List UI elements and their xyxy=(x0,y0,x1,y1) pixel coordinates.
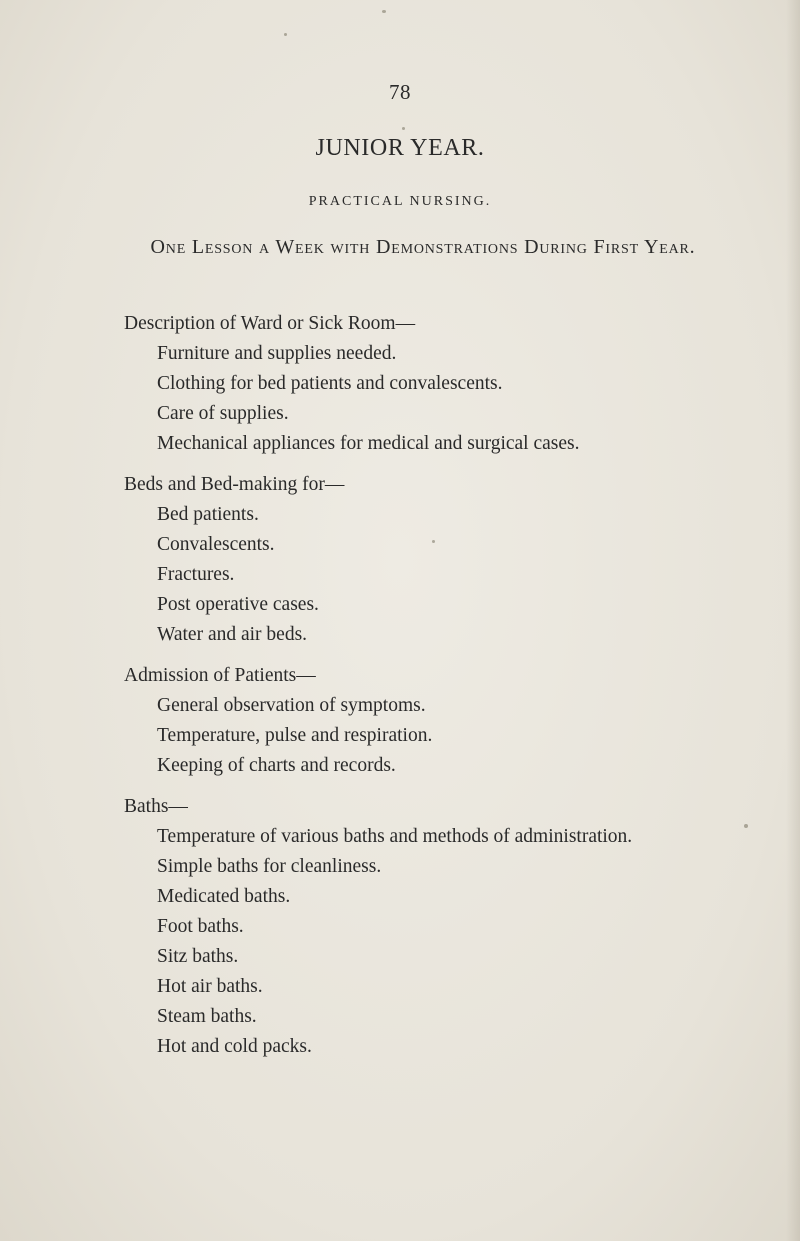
paper-speck xyxy=(402,127,405,130)
paper-speck xyxy=(382,10,386,13)
list-item: Medicated baths. xyxy=(157,886,291,907)
page-number: 78 xyxy=(389,80,411,104)
list-item: Clothing for bed patients and convalescents. xyxy=(157,373,503,394)
section-heading: Beds and Bed-making for— xyxy=(124,474,345,495)
list-item: Furniture and supplies needed. xyxy=(157,343,397,364)
section-baths xyxy=(0,792,800,1062)
section-admission-of-patients xyxy=(0,661,800,781)
list-item: Bed patients. xyxy=(157,504,259,525)
section-beds-bed-making xyxy=(0,470,800,650)
list-item: Foot baths. xyxy=(157,916,244,937)
page-subtitle: PRACTICAL NURSING. xyxy=(308,194,492,209)
list-item: Fractures. xyxy=(157,564,235,585)
list-item: General observation of symptoms. xyxy=(157,695,426,716)
list-item: Steam baths. xyxy=(157,1006,257,1027)
list-item: Hot air baths. xyxy=(157,976,263,997)
section-heading: Admission of Patients— xyxy=(124,665,316,686)
list-item: Temperature of various baths and methods of administration. xyxy=(157,826,633,847)
syllabus-sections xyxy=(0,309,800,1073)
list-item: Care of supplies. xyxy=(157,403,289,424)
list-item: Keeping of charts and records. xyxy=(157,755,396,776)
list-item: Sitz baths. xyxy=(157,946,239,967)
list-item: Mechanical appliances for medical and surgical cases. xyxy=(157,433,580,454)
list-item: Temperature, pulse and respiration. xyxy=(157,725,433,746)
list-item: Convalescents. xyxy=(157,534,275,555)
section-heading: Baths— xyxy=(124,796,188,817)
list-item: Hot and cold packs. xyxy=(157,1036,312,1057)
page-title: JUNIOR YEAR. xyxy=(315,135,485,161)
list-item: Simple baths for cleanliness. xyxy=(157,856,382,877)
section-heading: Description of Ward or Sick Room— xyxy=(124,313,416,334)
section-ward-description xyxy=(0,309,800,459)
list-item: Post operative cases. xyxy=(157,594,319,615)
paper-speck xyxy=(284,33,287,36)
lesson-schedule-heading: One Lesson a Week with Demonstrations During First Year. xyxy=(150,236,696,258)
list-item: Water and air beds. xyxy=(157,624,308,645)
